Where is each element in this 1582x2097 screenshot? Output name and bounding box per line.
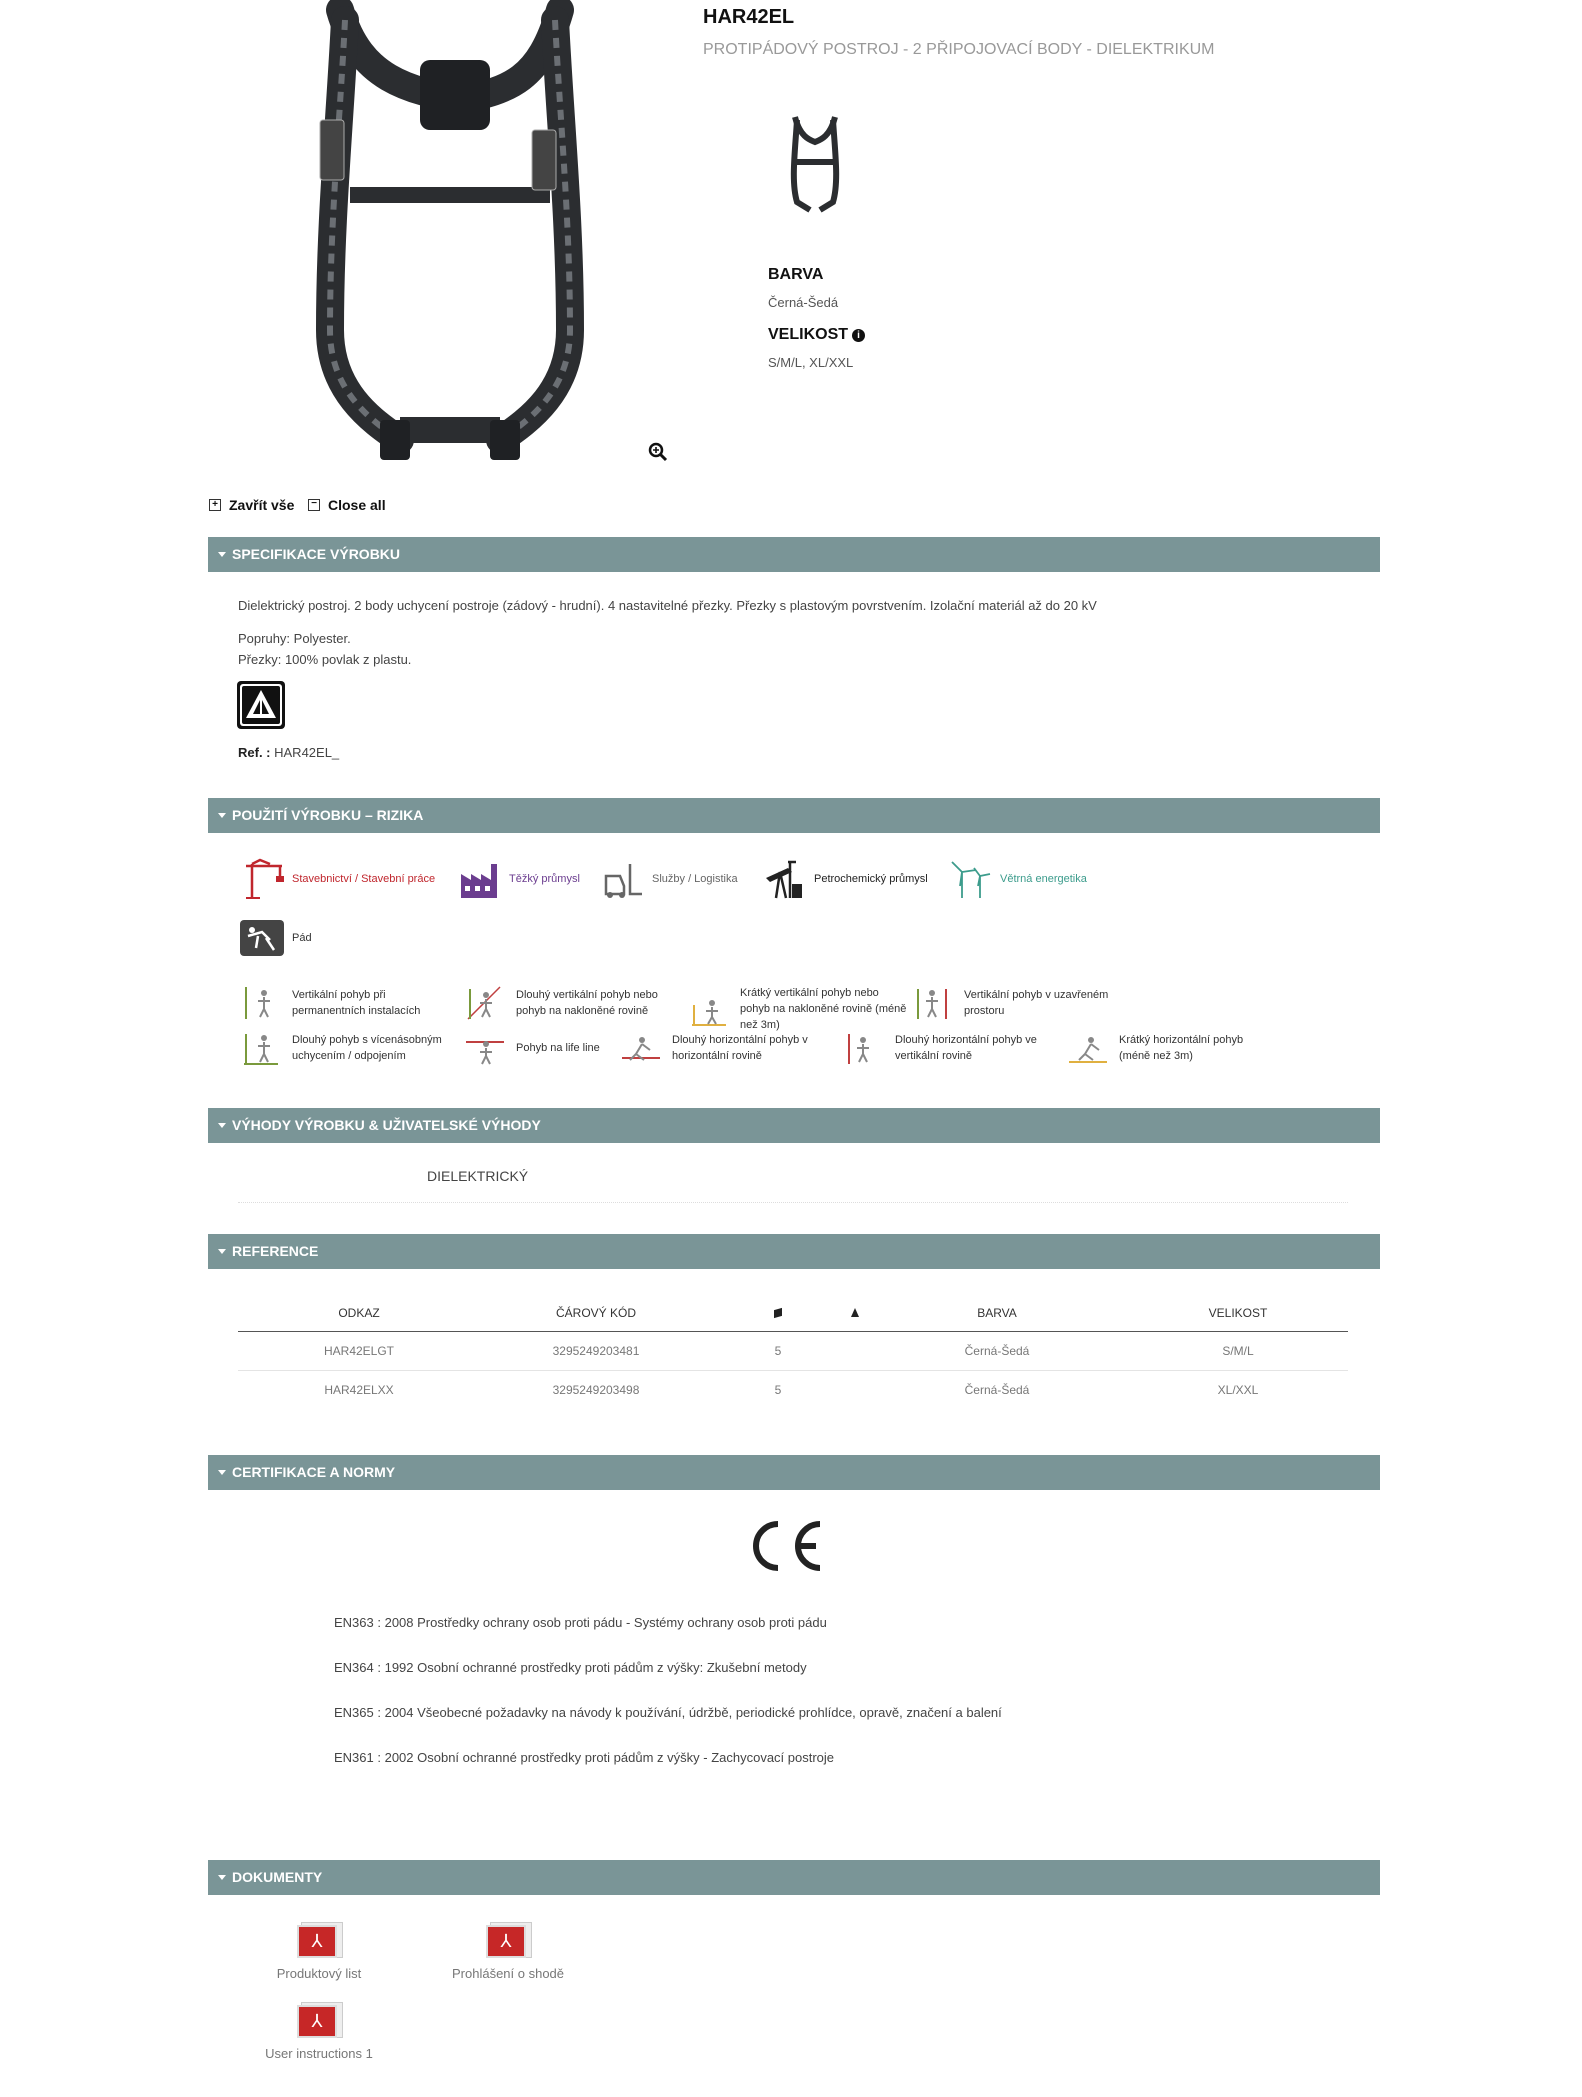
movement-item [843, 1030, 1053, 1066]
reference-title: REFERENCE [232, 1243, 319, 1259]
spec-material-straps: Popruhy: Polyester. [238, 631, 351, 646]
movement-label: Dlouhý vertikální pohyb nebo pohyb na nakloněné rovině [516, 989, 658, 1017]
fall-icon [240, 920, 284, 956]
document-link-product-sheet[interactable] [239, 1922, 399, 1981]
table-row[interactable] [238, 1371, 1348, 1410]
sector-label: Stavebnictví / Stavební práce [292, 873, 436, 885]
long-horizontal-move-icon [620, 1030, 662, 1066]
cell-box: 5 [774, 1383, 782, 1397]
cell-barcode: 3295249203481 [480, 1332, 712, 1371]
product-code: HAR42EL [703, 6, 795, 28]
long-vertical-move-icon [464, 985, 506, 1021]
confined-space-icon [912, 985, 954, 1021]
short-vertical-move-icon [688, 991, 730, 1027]
sector-heavy-industry [457, 858, 580, 900]
table-header-row [238, 1295, 1348, 1332]
movement-item [240, 1030, 450, 1066]
sector-wind-energy [948, 858, 1087, 900]
usage-section-header[interactable] [208, 798, 1380, 833]
cell-size: S/M/L [1128, 1332, 1348, 1371]
caret-down-icon [218, 1875, 226, 1880]
document-label: Prohlášení o shodě [451, 1966, 565, 1981]
size-value: S/M/L, XL/XXL [768, 355, 854, 370]
sector-logistics [600, 858, 738, 900]
movement-item [464, 1030, 624, 1066]
product-main-image[interactable] [300, 0, 600, 480]
col-header-ref[interactable]: ODKAZ [238, 1295, 480, 1332]
benefits-title: VÝHODY VÝROBKU & UŽIVATELSKÉ VÝHODY [232, 1117, 541, 1133]
document-link-user-instructions[interactable] [239, 2002, 399, 2061]
sector-construction [240, 858, 435, 900]
caret-down-icon [218, 1249, 226, 1254]
zoom-icon[interactable] [648, 442, 668, 467]
col-header-color[interactable]: BARVA [866, 1295, 1128, 1332]
benefit-item: DIELEKTRICKÝ [427, 1168, 529, 1184]
documents-section-header[interactable] [208, 1860, 1380, 1895]
sector-label: Těžký průmysl [509, 873, 580, 885]
vertical-move-icon [240, 985, 282, 1021]
sector-petrochemical [762, 858, 928, 900]
spec-title: SPECIFIKACE VÝROBKU [232, 546, 401, 562]
norm-en361: EN361 : 2002 Osobní ochranné prostředky proti pádům z výšky - Zachycovací postroje [334, 1750, 835, 1765]
cell-person [844, 1332, 866, 1371]
person-icon [851, 1308, 859, 1317]
ce-mark-icon [748, 1518, 824, 1579]
movement-label: Dlouhý pohyb s vícenásobným uchycením / odpojením [292, 1034, 442, 1062]
life-line-icon [464, 1030, 506, 1066]
document-label: Produktový list [276, 1966, 362, 1981]
horizontal-vertical-plane-icon [843, 1030, 885, 1066]
document-label: User instructions 1 [265, 2046, 373, 2061]
caret-down-icon [218, 552, 226, 557]
movement-label: Vertikální pohyb při permanentních instalacích [292, 989, 421, 1017]
plus-box-icon: + [209, 499, 221, 511]
norm-en364: EN364 : 1992 Osobní ochranné prostředky proti pádům z výšky: Zkušební metody [334, 1660, 807, 1675]
benefits-section-header[interactable] [208, 1108, 1380, 1143]
movement-label: Pohyb na life line [516, 1042, 600, 1054]
col-header-person[interactable] [844, 1295, 866, 1332]
cell-color: Černá-Šedá [964, 1383, 1030, 1397]
sector-label: Služby / Logistika [652, 873, 738, 885]
table-row[interactable] [238, 1332, 1348, 1371]
box-icon [774, 1308, 782, 1318]
caret-down-icon [218, 1123, 226, 1128]
certs-title: CERTIFIKACE A NORMY [232, 1464, 396, 1480]
documents-title: DOKUMENTY [232, 1869, 323, 1885]
col-header-barcode[interactable]: ČÁROVÝ KÓD [480, 1295, 712, 1332]
movement-label: Krátký horizontální pohyb (méně než 3m) [1119, 1034, 1244, 1062]
cell-ref: HAR42ELGT [238, 1332, 480, 1371]
risk-label: Pád [292, 932, 312, 944]
size-label: VELIKOST [768, 326, 849, 343]
usage-title: POUŽITÍ VÝROBKU – RIZIKA [232, 807, 424, 823]
risk-fall [240, 920, 312, 956]
certs-section-header[interactable] [208, 1455, 1380, 1490]
benefits-divider [238, 1202, 1348, 1203]
movement-item [464, 985, 684, 1021]
ref-label: Ref. : [238, 745, 271, 760]
product-subtitle: PROTIPÁDOVÝ POSTROJ - 2 PŘIPOJOVACÍ BODY - DIELEKTRIKUM [703, 41, 1215, 58]
forklift-icon [600, 858, 644, 900]
color-value: Černá-Šedá [768, 295, 839, 310]
color-label: BARVA [768, 266, 824, 283]
open-all-label: Zavřít vše [229, 497, 295, 513]
cell-ref: HAR42ELXX [324, 1383, 394, 1397]
cell-person [844, 1371, 866, 1410]
close-all-label: Close all [328, 497, 386, 513]
close-all-toggle[interactable] [308, 497, 386, 513]
factory-icon [457, 858, 501, 900]
sector-label: Větrná energetika [1000, 873, 1087, 885]
col-header-size[interactable]: VELIKOST [1128, 1295, 1348, 1332]
movement-label: Dlouhý horizontální pohyb v horizontální rovině [672, 1034, 808, 1062]
spec-description: Dielektrický postroj. 2 body uchycení postroje (zádový - hrudní). 4 nastavitelné přezky. Přezky s plastovým povrstvením. Izolační materiál až do 20 kV [238, 598, 1097, 613]
size-label-row [768, 326, 865, 344]
movement-label: Vertikální pohyb v uzavřeném prostoru [964, 989, 1109, 1017]
sector-label: Petrochemický průmysl [814, 873, 928, 885]
cell-box: 5 [712, 1332, 844, 1371]
norm-en363: EN363 : 2008 Prostředky ochrany osob proti pádu - Systémy ochrany osob proti pádu [334, 1615, 827, 1630]
document-link-declaration[interactable] [428, 1922, 588, 1981]
ref-value: HAR42EL_ [274, 745, 340, 760]
short-horizontal-move-icon [1067, 1030, 1109, 1066]
ref-row [238, 745, 339, 760]
cell-barcode: 3295249203498 [552, 1383, 640, 1397]
movement-item [1067, 1030, 1257, 1066]
open-all-toggle[interactable] [209, 497, 294, 513]
caret-down-icon [218, 1470, 226, 1475]
reference-table [238, 1295, 1348, 1409]
spec-section-header[interactable] [208, 537, 1380, 572]
pdf-icon: ⅄ [486, 1922, 530, 1958]
multi-attach-move-icon [240, 1030, 282, 1066]
caret-down-icon [218, 813, 226, 818]
wind-turbine-icon [948, 858, 992, 900]
info-icon[interactable]: i [852, 329, 865, 342]
col-header-box[interactable] [712, 1295, 844, 1332]
reference-section-header[interactable] [208, 1234, 1380, 1269]
crane-icon [240, 858, 284, 900]
movement-item [240, 985, 450, 1021]
movement-label: Krátký vertikální pohyb nebo pohyb na nakloněné rovině (méně než 3m) [740, 987, 907, 1031]
cell-size: XL/XXL [1217, 1383, 1259, 1397]
cell-color: Černá-Šedá [866, 1332, 1128, 1371]
brand-logo-icon [237, 681, 285, 729]
movement-label: Dlouhý horizontální pohyb ve vertikální rovině [895, 1034, 1037, 1062]
oil-pump-icon [762, 858, 806, 900]
spec-material-buckles: Přezky: 100% povlak z plastu. [238, 652, 412, 667]
pdf-icon: ⅄ [297, 2002, 341, 2038]
product-thumbnail[interactable] [785, 112, 845, 217]
pdf-icon: ⅄ [297, 1922, 341, 1958]
norm-en365: EN365 : 2004 Všeobecné požadavky na návody k používání, údržbě, periodické prohlídce, opravě, značení a balení [334, 1705, 1002, 1720]
movement-item [912, 985, 1132, 1021]
movement-item [620, 1030, 830, 1066]
minus-box-icon: − [308, 499, 320, 511]
movement-item [688, 985, 908, 1033]
